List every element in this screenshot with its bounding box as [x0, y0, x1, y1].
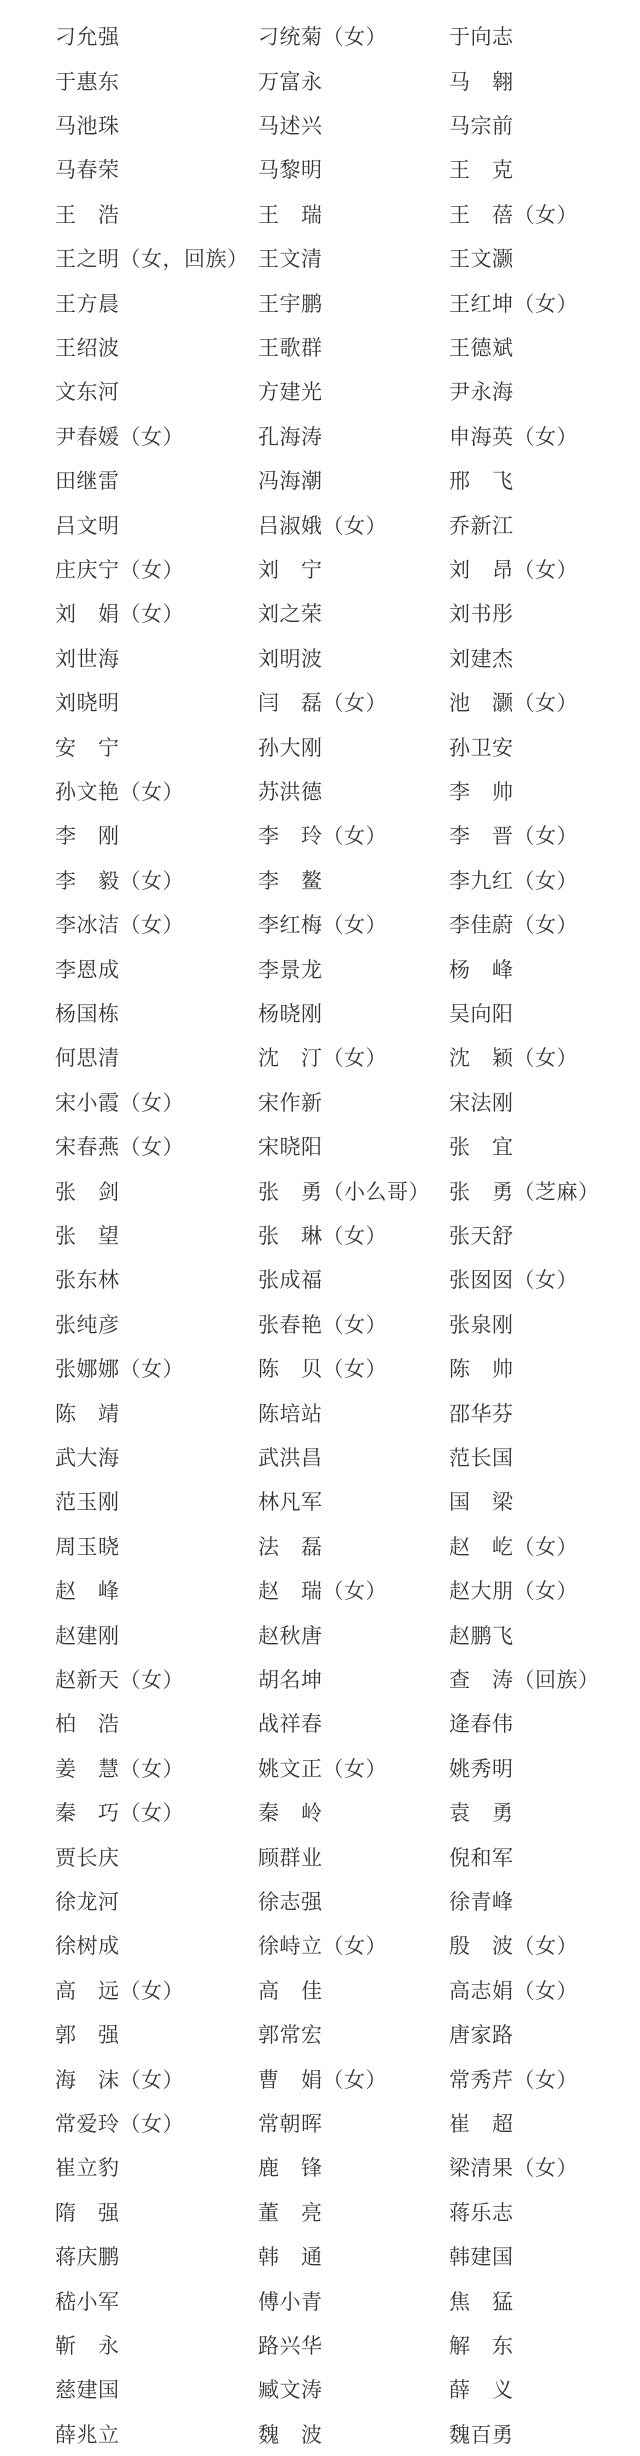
name-entry: 于向志: [449, 25, 514, 50]
name-row: [0, 369, 640, 413]
name-row: [0, 192, 640, 236]
name-entry: 徐青峰: [449, 1889, 514, 1914]
name-entry: 秦 岭: [258, 1801, 323, 1826]
name-entry: 国 梁: [449, 1490, 514, 1515]
name-row: [0, 946, 640, 990]
name-entry: 尹永海: [449, 380, 514, 405]
name-row: [0, 1124, 640, 1168]
name-entry: 刘 宁: [258, 557, 323, 582]
name-entry: 王绍波: [55, 335, 120, 360]
name-entry: 孔海涛: [258, 424, 323, 449]
name-entry: 孙卫安: [449, 735, 514, 760]
name-row: [0, 2412, 640, 2456]
name-row: [0, 1923, 640, 1967]
name-entry: 冯海潮: [258, 469, 323, 494]
name-entry: 徐树成: [55, 1934, 120, 1959]
name-entry: 苏洪德: [258, 779, 323, 804]
name-entry: 战祥春: [258, 1712, 323, 1737]
name-entry: 臧文涛: [258, 2378, 323, 2403]
name-entry: 殷 波（女）: [449, 1934, 578, 1959]
name-entry: 刘建杰: [449, 646, 514, 671]
name-entry: 李佳蔚（女）: [449, 913, 578, 938]
name-entry: 池 灏（女）: [449, 691, 578, 716]
name-entry: 陈 靖: [55, 1401, 120, 1426]
name-entry: 嵇小军: [55, 2289, 120, 2314]
name-row: [0, 724, 640, 768]
name-row: [0, 236, 640, 280]
name-entry: 薛兆立: [55, 2422, 120, 2447]
name-entry: 姜 慧（女）: [55, 1756, 184, 1781]
name-entry: 李 毅（女）: [55, 868, 184, 893]
name-entry: 焦 猛: [449, 2289, 514, 2314]
name-row: [0, 147, 640, 191]
name-entry: 李冰洁（女）: [55, 913, 184, 938]
name-entry: 赵建刚: [55, 1623, 120, 1648]
name-entry: 王红坤（女）: [449, 291, 578, 316]
name-entry: 吕淑娥（女）: [258, 513, 387, 538]
name-row: [0, 2367, 640, 2411]
name-entry: 张娜娜（女）: [55, 1357, 184, 1382]
name-entry: 高志娟（女）: [449, 1978, 578, 2003]
name-row: [0, 1479, 640, 1523]
name-entry: 梁清果（女）: [449, 2156, 578, 2181]
name-row: [0, 2145, 640, 2189]
name-entry: 马黎明: [258, 158, 323, 183]
name-entry: 刁允强: [55, 25, 120, 50]
name-entry: 逄春伟: [449, 1712, 514, 1737]
name-entry: 韩建国: [449, 2245, 514, 2270]
name-row: [0, 458, 640, 502]
name-entry: 赵鹏飞: [449, 1623, 514, 1648]
name-entry: 于惠东: [55, 69, 120, 94]
name-row: [0, 1879, 640, 1923]
name-entry: 徐龙河: [55, 1889, 120, 1914]
name-entry: 张纯彦: [55, 1312, 120, 1337]
name-row: [0, 502, 640, 546]
name-entry: 范长国: [449, 1445, 514, 1470]
name-entry: 高 远（女）: [55, 1978, 184, 2003]
name-entry: 宋小霞（女）: [55, 1090, 184, 1115]
name-entry: 李 晋（女）: [449, 824, 578, 849]
name-row: [0, 2056, 640, 2100]
name-entry: 徐志强: [258, 1889, 323, 1914]
name-entry: 邵华芬: [449, 1401, 514, 1426]
name-entry: 赵 瑞（女）: [258, 1579, 387, 1604]
name-row: [0, 858, 640, 902]
name-entry: 慈建国: [55, 2378, 120, 2403]
name-entry: 王德斌: [449, 335, 514, 360]
name-entry: 邢 飞: [449, 469, 514, 494]
name-entry: 乔新江: [449, 513, 514, 538]
name-entry: 宋晓阳: [258, 1135, 323, 1160]
name-entry: 靳 永: [55, 2333, 120, 2358]
name-entry: 赵新天（女）: [55, 1667, 184, 1692]
name-entry: 贾长庆: [55, 1845, 120, 1870]
name-entry: 刘书彤: [449, 602, 514, 627]
name-entry: 高 佳: [258, 1978, 323, 2003]
name-entry: 武大海: [55, 1445, 120, 1470]
name-entry: 倪和军: [449, 1845, 514, 1870]
name-row: [0, 1746, 640, 1790]
name-entry: 李恩成: [55, 957, 120, 982]
name-entry: 王文灏: [449, 247, 514, 272]
name-row: [0, 1568, 640, 1612]
name-entry: 沈 汀（女）: [258, 1046, 387, 1071]
name-entry: 刘晓明: [55, 691, 120, 716]
name-row: [0, 1657, 640, 1701]
name-entry: 田继雷: [55, 469, 120, 494]
name-row: [0, 103, 640, 147]
name-entry: 张 勇（芝麻）: [449, 1179, 600, 1204]
name-row: [0, 1834, 640, 1878]
name-entry: 王 瑞: [258, 202, 323, 227]
name-entry: 张成福: [258, 1268, 323, 1293]
name-entry: 文东河: [55, 380, 120, 405]
name-entry: 李九红（女）: [449, 868, 578, 893]
name-entry: 孙文艳（女）: [55, 779, 184, 804]
name-entry: 李景龙: [258, 957, 323, 982]
name-entry: 李 鳌: [258, 868, 323, 893]
name-row: [0, 14, 640, 58]
name-entry: 马述兴: [258, 113, 323, 138]
name-row: [0, 813, 640, 857]
name-entry: 崔立豹: [55, 2156, 120, 2181]
name-entry: 刘 娟（女）: [55, 602, 184, 627]
name-row: [0, 2234, 640, 2278]
name-entry: 方建光: [258, 380, 323, 405]
name-entry: 张东林: [55, 1268, 120, 1293]
name-entry: 张 琳（女）: [258, 1223, 387, 1248]
name-entry: 林凡军: [258, 1490, 323, 1515]
name-entry: 徐峙立（女）: [258, 1934, 387, 1959]
name-row: [0, 414, 640, 458]
name-entry: 董 亮: [258, 2200, 323, 2225]
name-entry: 马春荣: [55, 158, 120, 183]
name-row: [0, 2278, 640, 2322]
name-entry: 唐家路: [449, 2023, 514, 2048]
name-row: [0, 1346, 640, 1390]
name-entry: 海 沫（女）: [55, 2067, 184, 2092]
name-entry: 魏百勇: [449, 2422, 514, 2447]
name-entry: 王方晨: [55, 291, 120, 316]
name-entry: 常爱玲（女）: [55, 2111, 184, 2136]
name-entry: 宋春燕（女）: [55, 1135, 184, 1160]
name-entry: 王 蓓（女）: [449, 202, 578, 227]
name-entry: 常秀芹（女）: [449, 2067, 578, 2092]
name-entry: 姚文正（女）: [258, 1756, 387, 1781]
name-entry: 蒋乐志: [449, 2200, 514, 2225]
name-entry: 张春艳（女）: [258, 1312, 387, 1337]
name-entry: 安 宁: [55, 735, 120, 760]
name-row: [0, 1435, 640, 1479]
name-entry: 吴向阳: [449, 1001, 514, 1026]
name-entry: 李红梅（女）: [258, 913, 387, 938]
name-row: [0, 58, 640, 102]
name-entry: 马 翱: [449, 69, 514, 94]
name-row: [0, 1257, 640, 1301]
name-entry: 刘明波: [258, 646, 323, 671]
name-row: [0, 2190, 640, 2234]
name-row: [0, 591, 640, 635]
name-entry: 曹 娟（女）: [258, 2067, 387, 2092]
name-row: [0, 1524, 640, 1568]
name-row: [0, 2323, 640, 2367]
name-entry: 沈 颖（女）: [449, 1046, 578, 1071]
name-entry: 路兴华: [258, 2333, 323, 2358]
name-entry: 周玉晓: [55, 1534, 120, 1559]
name-entry: 王之明（女，回族）: [55, 247, 249, 272]
name-entry: 范玉刚: [55, 1490, 120, 1515]
name-entry: 杨国栋: [55, 1001, 120, 1026]
name-entry: 张 勇（小么哥）: [258, 1179, 430, 1204]
name-entry: 柏 浩: [55, 1712, 120, 1737]
name-entry: 刘之荣: [258, 602, 323, 627]
name-row: [0, 2012, 640, 2056]
name-row: [0, 769, 640, 813]
name-entry: 常朝晖: [258, 2111, 323, 2136]
name-row: [0, 991, 640, 1035]
name-entry: 张 剑: [55, 1179, 120, 1204]
name-row: [0, 1168, 640, 1212]
name-row: [0, 1390, 640, 1434]
name-entry: 袁 勇: [449, 1801, 514, 1826]
name-entry: 李 刚: [55, 824, 120, 849]
name-entry: 宋法刚: [449, 1090, 514, 1115]
name-entry: 庄庆宁（女）: [55, 557, 184, 582]
name-entry: 顾群业: [258, 1845, 323, 1870]
name-entry: 赵 屹（女）: [449, 1534, 578, 1559]
name-entry: 赵大朋（女）: [449, 1579, 578, 1604]
name-entry: 杨 峰: [449, 957, 514, 982]
name-row: [0, 636, 640, 680]
name-entry: 王 克: [449, 158, 514, 183]
name-entry: 法 磊: [258, 1534, 323, 1559]
name-entry: 鹿 锋: [258, 2156, 323, 2181]
name-row: [0, 2101, 640, 2145]
name-entry: 申海英（女）: [449, 424, 578, 449]
name-row: [0, 280, 640, 324]
name-entry: 武洪昌: [258, 1445, 323, 1470]
name-entry: 薛 义: [449, 2378, 514, 2403]
name-entry: 解 东: [449, 2333, 514, 2358]
name-entry: 魏 波: [258, 2422, 323, 2447]
name-entry: 姚秀明: [449, 1756, 514, 1781]
name-entry: 孙大刚: [258, 735, 323, 760]
name-entry: 郭 强: [55, 2023, 120, 2048]
name-entry: 李 玲（女）: [258, 824, 387, 849]
name-entry: 刘世海: [55, 646, 120, 671]
name-entry: 刁统菊（女）: [258, 25, 387, 50]
name-entry: 闫 磊（女）: [258, 691, 387, 716]
name-entry: 张天舒: [449, 1223, 514, 1248]
name-row: [0, 1035, 640, 1079]
name-entry: 张泉刚: [449, 1312, 514, 1337]
name-entry: 郭常宏: [258, 2023, 323, 2048]
name-entry: 刘 昂（女）: [449, 557, 578, 582]
name-entry: 秦 巧（女）: [55, 1801, 184, 1826]
name-entry: 万富永: [258, 69, 323, 94]
name-entry: 韩 通: [258, 2245, 323, 2270]
name-entry: 胡名坤: [258, 1667, 323, 1692]
name-entry: 傅小青: [258, 2289, 323, 2314]
name-entry: 陈 贝（女）: [258, 1357, 387, 1382]
name-row: [0, 547, 640, 591]
name-entry: 赵秋唐: [258, 1623, 323, 1648]
name-entry: 王文清: [258, 247, 323, 272]
name-entry: 杨晓刚: [258, 1001, 323, 1026]
name-entry: 王歌群: [258, 335, 323, 360]
name-entry: 宋作新: [258, 1090, 323, 1115]
name-entry: 陈培站: [258, 1401, 323, 1426]
name-entry: 赵 峰: [55, 1579, 120, 1604]
name-row: [0, 1968, 640, 2012]
name-entry: 陈 帅: [449, 1357, 514, 1382]
name-entry: 尹春媛（女）: [55, 424, 184, 449]
name-entry: 张 宜: [449, 1135, 514, 1160]
name-entry: 张 望: [55, 1223, 120, 1248]
name-entry: 隋 强: [55, 2200, 120, 2225]
name-row: [0, 1080, 640, 1124]
name-row: [0, 325, 640, 369]
name-row: [0, 1701, 640, 1745]
name-row: [0, 680, 640, 724]
name-entry: 王 浩: [55, 202, 120, 227]
name-row: [0, 1612, 640, 1656]
name-entry: 李 帅: [449, 779, 514, 804]
name-entry: 吕文明: [55, 513, 120, 538]
name-entry: 王宇鹏: [258, 291, 323, 316]
name-entry: 马宗前: [449, 113, 514, 138]
name-entry: 查 涛（回族）: [449, 1667, 600, 1692]
name-entry: 马池珠: [55, 113, 120, 138]
name-row: [0, 1302, 640, 1346]
name-entry: 蒋庆鹏: [55, 2245, 120, 2270]
name-entry: 何思清: [55, 1046, 120, 1071]
name-row: [0, 902, 640, 946]
name-row: [0, 1790, 640, 1834]
name-entry: 崔 超: [449, 2111, 514, 2136]
name-entry: 张囡囡（女）: [449, 1268, 578, 1293]
name-row: [0, 1213, 640, 1257]
